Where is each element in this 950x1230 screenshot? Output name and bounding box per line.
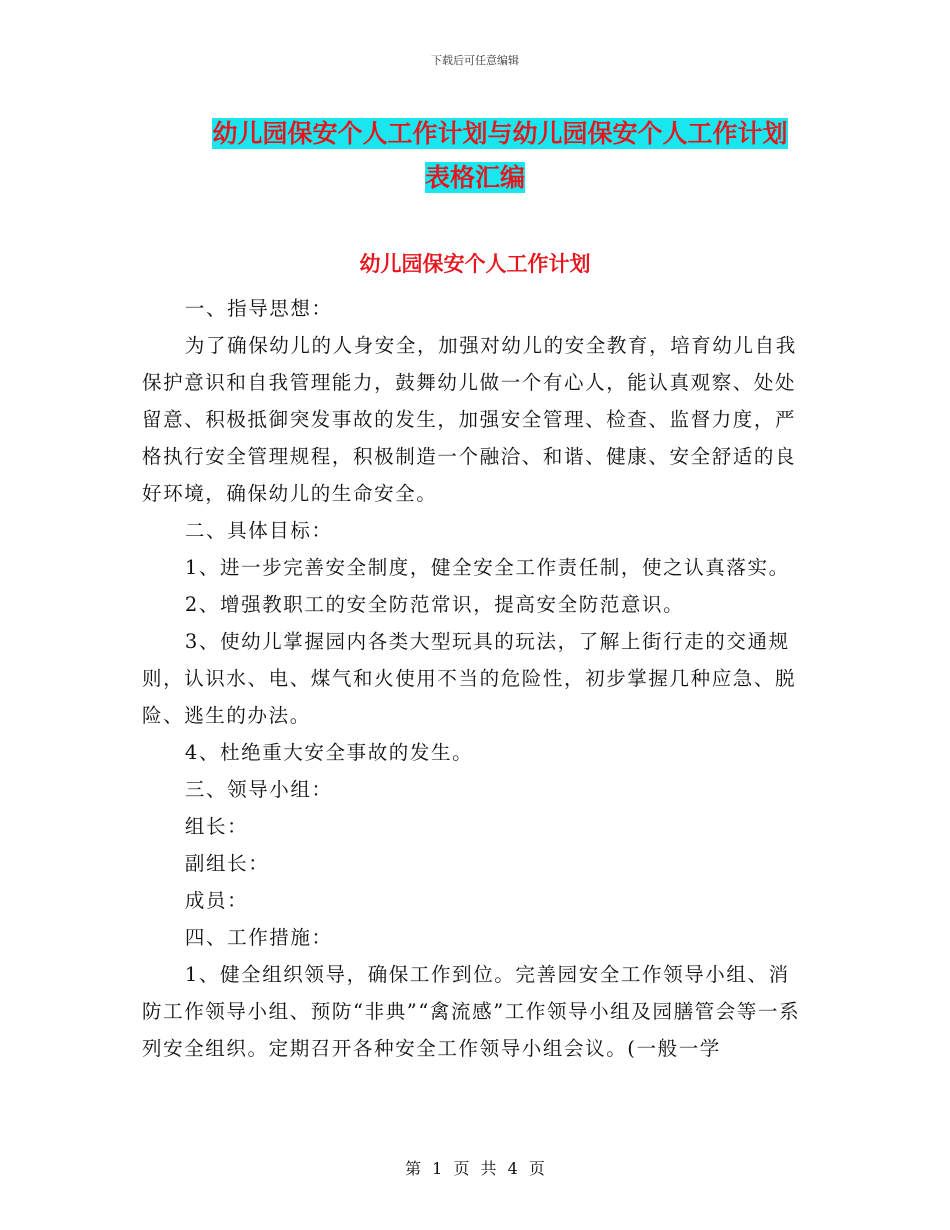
section-title: 幼儿园保安个人工作计划 [359, 252, 591, 276]
paragraph: 1、进一步完善安全制度，健全安全工作责任制，使之认真落实。 [184, 556, 790, 579]
page-header: 下载后可任意编辑 [431, 54, 519, 67]
paragraph: 4、杜绝重大安全事故的发生。 [184, 741, 474, 764]
paragraph: 3、使幼儿掌握园内各类大型玩具的玩法，了解上街行走的交通规则，认识水、电、煤气和火使用不当的危险性，初步掌握几种应急、脱险、逃生的办法。 [142, 630, 797, 727]
paragraph-heading-3: 三、领导小组： [184, 778, 333, 801]
paragraph-heading-1: 一、指导思想： [184, 297, 333, 320]
paragraph: 为了确保幼儿的人身安全，加强对幼儿的安全教育，培育幼儿自我保护意识和自我管理能力，鼓舞幼儿做一个有心人，能认真观察、处处留意、积极抵御突发事故的发生，加强安全管理、检查、监督力度，严格执行安全管理规程，积极制造一个融洽、和谐、健康、安全舒适的良好环境，确保幼儿的生命安全。 [142, 334, 797, 505]
paragraph-heading-4: 四、工作措施： [184, 926, 333, 949]
paragraph: 成员： [184, 889, 249, 912]
paragraph-heading-2: 二、具体目标： [184, 519, 333, 542]
document-body [142, 290, 810, 1067]
paragraph: 组长： [184, 815, 249, 838]
paragraph: 2、增强教职工的安全防范常识，提高安全防范意识。 [184, 593, 685, 616]
document-title-line-2: 表格汇编 [424, 163, 525, 192]
paragraph: 副组长： [184, 852, 270, 875]
document-title-line-1: 幼儿园保安个人工作计划与幼儿园保安个人工作计划 [212, 119, 788, 148]
paragraph: 1、健全组织领导，确保工作到位。完善园安全工作领导小组、消防工作领导小组、预防“非典”“禽流感”工作领导小组及园膳管会等一系列安全组织。定期召开各种安全工作领导小组会议。(一般一学 [142, 963, 801, 1060]
page-footer: 第 1 页 共 4 页 [405, 1159, 545, 1178]
